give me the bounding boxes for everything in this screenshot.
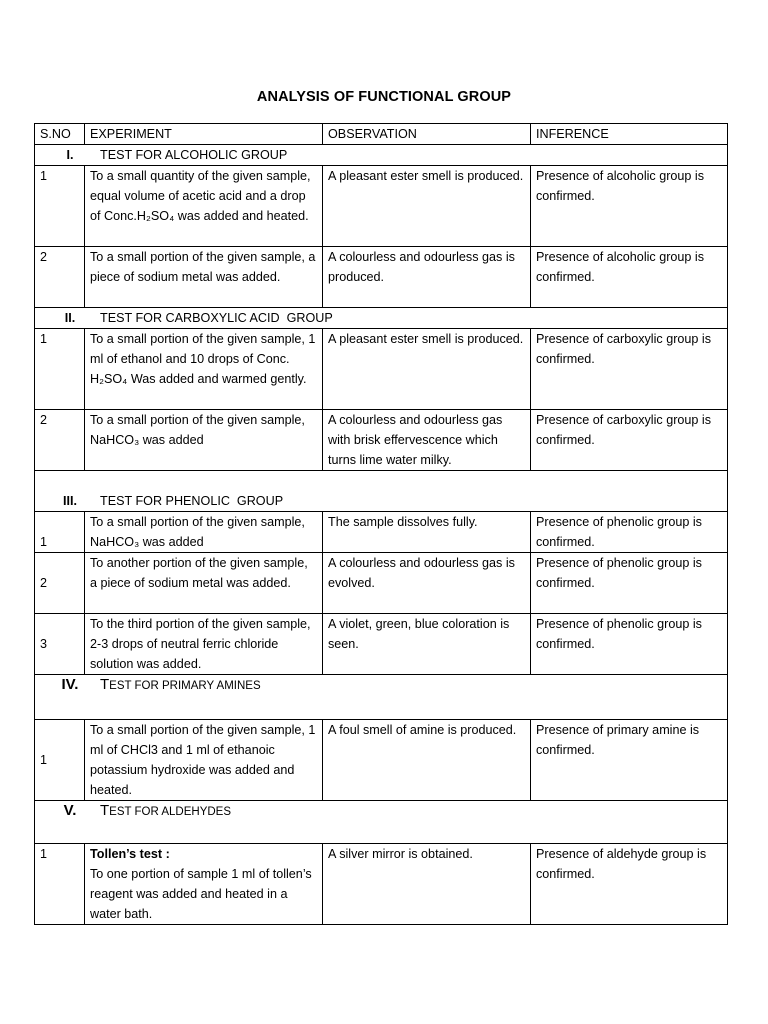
cell-observation: A violet, green, blue coloration is seen. bbox=[323, 614, 531, 675]
cell-inference: Presence of carboxylic group is confirmed. bbox=[531, 329, 728, 410]
header-experiment: EXPERIMENT bbox=[85, 124, 323, 145]
section-heading-row bbox=[35, 145, 728, 166]
section-heading-row bbox=[35, 675, 728, 720]
analysis-table bbox=[34, 123, 728, 925]
section-title-rest: EST FOR ALDEHYDES bbox=[109, 806, 232, 818]
cell-inference: Presence of alcoholic group is confirmed. bbox=[531, 247, 728, 308]
table-row bbox=[35, 553, 728, 614]
cell-observation: A colourless and odourless gas is evolved. bbox=[323, 553, 531, 614]
cell-experiment: To a small portion of the given sample, a piece of sodium metal was added. bbox=[85, 247, 323, 308]
section-title-initial: T bbox=[100, 802, 110, 819]
table-row bbox=[35, 410, 728, 471]
cell-sno: 1 bbox=[35, 720, 85, 801]
cell-inference: Presence of phenolic group is confirmed. bbox=[531, 512, 728, 553]
section-heading-row bbox=[35, 801, 728, 844]
table-row bbox=[35, 512, 728, 553]
cell-experiment: To the third portion of the given sample, 2-3 drops of neutral ferric chloride solution was added. bbox=[85, 614, 323, 675]
section-number: I. bbox=[66, 148, 74, 162]
cell-observation: A pleasant ester smell is produced. bbox=[323, 166, 531, 247]
page-title: ANALYSIS OF FUNCTIONAL GROUP bbox=[256, 89, 512, 105]
cell-sno: 1 bbox=[35, 844, 85, 925]
section-title-rest: EST FOR PRIMARY AMINES bbox=[109, 680, 261, 692]
table-row bbox=[35, 720, 728, 801]
cell-sno: 3 bbox=[35, 614, 85, 675]
cell-sno: 1 bbox=[35, 512, 85, 553]
cell-inference: Presence of aldehyde group is confirmed. bbox=[531, 844, 728, 925]
cell-observation: A pleasant ester smell is produced. bbox=[323, 329, 531, 410]
section-number: IV. bbox=[61, 676, 79, 693]
section-title: TEST FOR ALCOHOLIC GROUP bbox=[100, 148, 288, 162]
table-row bbox=[35, 247, 728, 308]
cell-inference: Presence of carboxylic group is confirmed. bbox=[531, 410, 728, 471]
cell-inference: Presence of primary amine is confirmed. bbox=[531, 720, 728, 801]
header-sno: S.NO bbox=[35, 124, 85, 145]
cell-experiment bbox=[85, 844, 323, 925]
section-number: II. bbox=[64, 311, 76, 325]
table-row bbox=[35, 844, 728, 925]
section-heading-row bbox=[35, 471, 728, 512]
header-inference: INFERENCE bbox=[531, 124, 728, 145]
cell-experiment: To a small portion of the given sample, 1 ml of ethanol and 10 drops of Conc. H₂SO₄ Was added and warmed gently. bbox=[85, 329, 323, 410]
section-number: III. bbox=[63, 494, 77, 508]
cell-sno: 1 bbox=[35, 329, 85, 410]
section-title: TEST FOR PHENOLIC GROUP bbox=[100, 494, 284, 508]
cell-observation: A silver mirror is obtained. bbox=[323, 844, 531, 925]
cell-experiment: To a small quantity of the given sample, equal volume of acetic acid and a drop of Conc.H₂SO₄ was added and heated. bbox=[85, 166, 323, 247]
section-number: V. bbox=[63, 802, 77, 819]
table-row bbox=[35, 329, 728, 410]
experiment-text: To one portion of sample 1 ml of tollen’s reagent was added and heated in a water bath. bbox=[90, 867, 312, 921]
cell-inference: Presence of phenolic group is confirmed. bbox=[531, 614, 728, 675]
cell-observation: A foul smell of amine is produced. bbox=[323, 720, 531, 801]
cell-observation: A colourless and odourless gas is produced. bbox=[323, 247, 531, 308]
table-row bbox=[35, 166, 728, 247]
header-observation: OBSERVATION bbox=[323, 124, 531, 145]
cell-observation: A colourless and odourless gas with brisk effervescence which turns lime water milky. bbox=[323, 410, 531, 471]
cell-observation: The sample dissolves fully. bbox=[323, 512, 531, 553]
cell-sno: 1 bbox=[35, 166, 85, 247]
cell-sno: 2 bbox=[35, 553, 85, 614]
section-heading-row bbox=[35, 308, 728, 329]
cell-experiment: To a small portion of the given sample, 1 ml of CHCl3 and 1 ml of ethanoic potassium hydroxide was added and heated. bbox=[85, 720, 323, 801]
cell-inference: Presence of alcoholic group is confirmed. bbox=[531, 166, 728, 247]
table-header-row bbox=[35, 124, 728, 145]
section-title-initial: T bbox=[100, 676, 110, 693]
experiment-heading: Tollen’s test : bbox=[90, 847, 170, 861]
cell-sno: 2 bbox=[35, 247, 85, 308]
section-title: TEST FOR CARBOXYLIC ACID GROUP bbox=[100, 311, 333, 325]
cell-experiment: To a small portion of the given sample, NaHCO₃ was added bbox=[85, 512, 323, 553]
cell-experiment: To another portion of the given sample, a piece of sodium metal was added. bbox=[85, 553, 323, 614]
cell-experiment: To a small portion of the given sample, NaHCO₃ was added bbox=[85, 410, 323, 471]
cell-sno: 2 bbox=[35, 410, 85, 471]
cell-inference: Presence of phenolic group is confirmed. bbox=[531, 553, 728, 614]
table-row bbox=[35, 614, 728, 675]
